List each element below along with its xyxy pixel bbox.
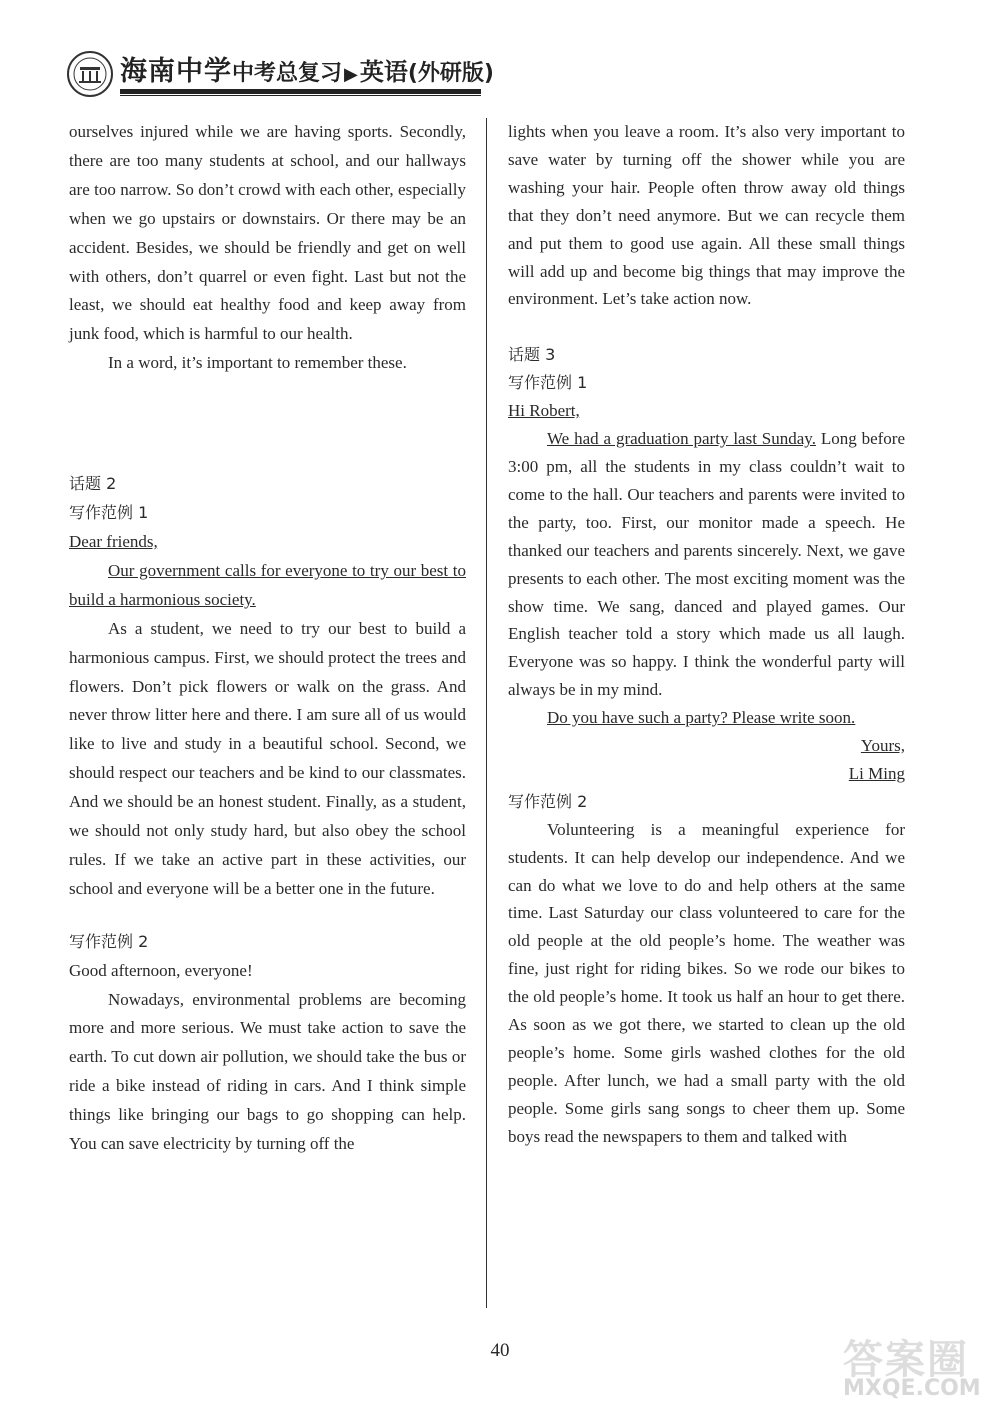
left-column — [69, 118, 466, 1159]
left-paragraph-2: In a word, it’s important to remember these. — [108, 353, 407, 373]
column-divider — [486, 118, 487, 1308]
essay-body: Volunteering is a meaningful experience for students. It can help develop our independence. And we can do what we love to do and help others at the same time. Last Saturday our class volunteered to care for the old people at the old people’s home. The weather was fine, just right for riding bikes. So we rode our bikes to the old people’s home. It took us half an hour to get there. As soon as we got there, we started to clean up the old people’s home. Some girls washed clothes for the old people. After lunch, we had a small party with the old people. Some girls sang songs to cheer them up. Some boys read the newspapers to them and talked with — [508, 819, 905, 1146]
speech-greeting: Good afternoon, everyone! — [69, 960, 253, 980]
letter-body-2-text: Long before 3:00 pm, all the students in my class couldn’t wait to come to the hall. Our teachers and parents were invited to the party, too. First, our monitor made a speech. He thanked our teachers and parents sincerely. Next, we gave presents to each other. The most exciting moment was the show time. We sang, danced and played games. Our English teacher told a story which made us all laugh. Everyone was so happy. I think the wonderful party will always be in my mind. — [508, 429, 905, 700]
right-paragraph-1: lights when you leave a room. It’s also very important to save water by turning off the shower while you are washing your hair. People often throw away old things that they don’t need anymore. But we can recycle them and put them to good use again. All these small things will add up and become big things that may improve the environment. Let’s take action now. — [508, 122, 905, 309]
letter-greeting-2: Hi Robert, — [508, 401, 580, 421]
example-heading-2: 写作范例 2 — [69, 931, 149, 951]
letter-signature: Li Ming — [848, 763, 905, 783]
page-number: 40 — [490, 1340, 510, 1361]
header-arrow-icon: ▶ — [344, 64, 358, 84]
header-title — [120, 54, 494, 88]
topic-3-heading: 话题 3 — [508, 345, 556, 365]
letter-ending: Do you have such a party? Please write soon. — [547, 708, 856, 728]
header-brand: 海南中学 — [120, 56, 232, 87]
right-column — [508, 118, 905, 1151]
left-paragraph-1: ourselves injured while we are having sports. Secondly, there are too many students at school, and our hallways are too narrow. So don’t crowd with each other, especially when we go upstairs or downstairs. Or there may be an accident. Besides, we should be friendly and get on well with others, don’t quarrel or even fight. Last but not the least, we should eat healthy food and keep away from junk food, which is harmful to our health. — [69, 122, 466, 344]
header-edition: (外研版) — [407, 61, 494, 86]
example-heading-4: 写作范例 2 — [508, 791, 588, 811]
letter-opening-2: We had a graduation party last Sunday. — [547, 429, 816, 449]
letter-body: As a student, we need to try our best to build a harmonious campus. First, we should protect the trees and flowers. Don’t pick flowers or walk on the grass. And never throw litter here and there. I am sure all of us would like to live and study in a beautiful school. Second, we should respect our teachers and be kind to our classmates. And we should be an honest student. Finally, as a student, we should not only study hard, but also obey the school rules. If we take an active part in these activities, our school and everyone will be a better one in the future. — [69, 618, 466, 898]
letter-opening: Our government calls for everyone to try our best to build a harmonious society. — [69, 560, 466, 609]
speech-body: Nowadays, environmental problems are becoming more and more serious. We must take action to save the earth. To cut down air pollution, we should take the bus or ride a bike instead of riding in cars. And I think simple things like bringing our bags to go shopping can help. You can save electricity by turning off the — [69, 989, 466, 1154]
header-subject: 英语 — [359, 57, 408, 86]
topic-2-heading: 话题 2 — [69, 474, 117, 494]
header-rule-thin — [120, 95, 481, 96]
example-heading-3: 写作范例 1 — [508, 373, 588, 393]
example-heading: 写作范例 1 — [69, 503, 149, 523]
header-rule — [120, 89, 481, 94]
letter-body-2 — [508, 425, 905, 704]
page-header — [66, 50, 494, 98]
watermark-logo — [843, 1328, 995, 1408]
watermark-top: 答案圈 — [843, 1337, 969, 1383]
school-seal-icon — [66, 50, 114, 98]
letter-closing: Yours, — [860, 736, 905, 756]
letter-greeting: Dear friends, — [69, 531, 158, 551]
header-subtitle: 中考总复习 — [232, 61, 343, 86]
watermark-bottom: MXQE.COM — [843, 1376, 981, 1401]
